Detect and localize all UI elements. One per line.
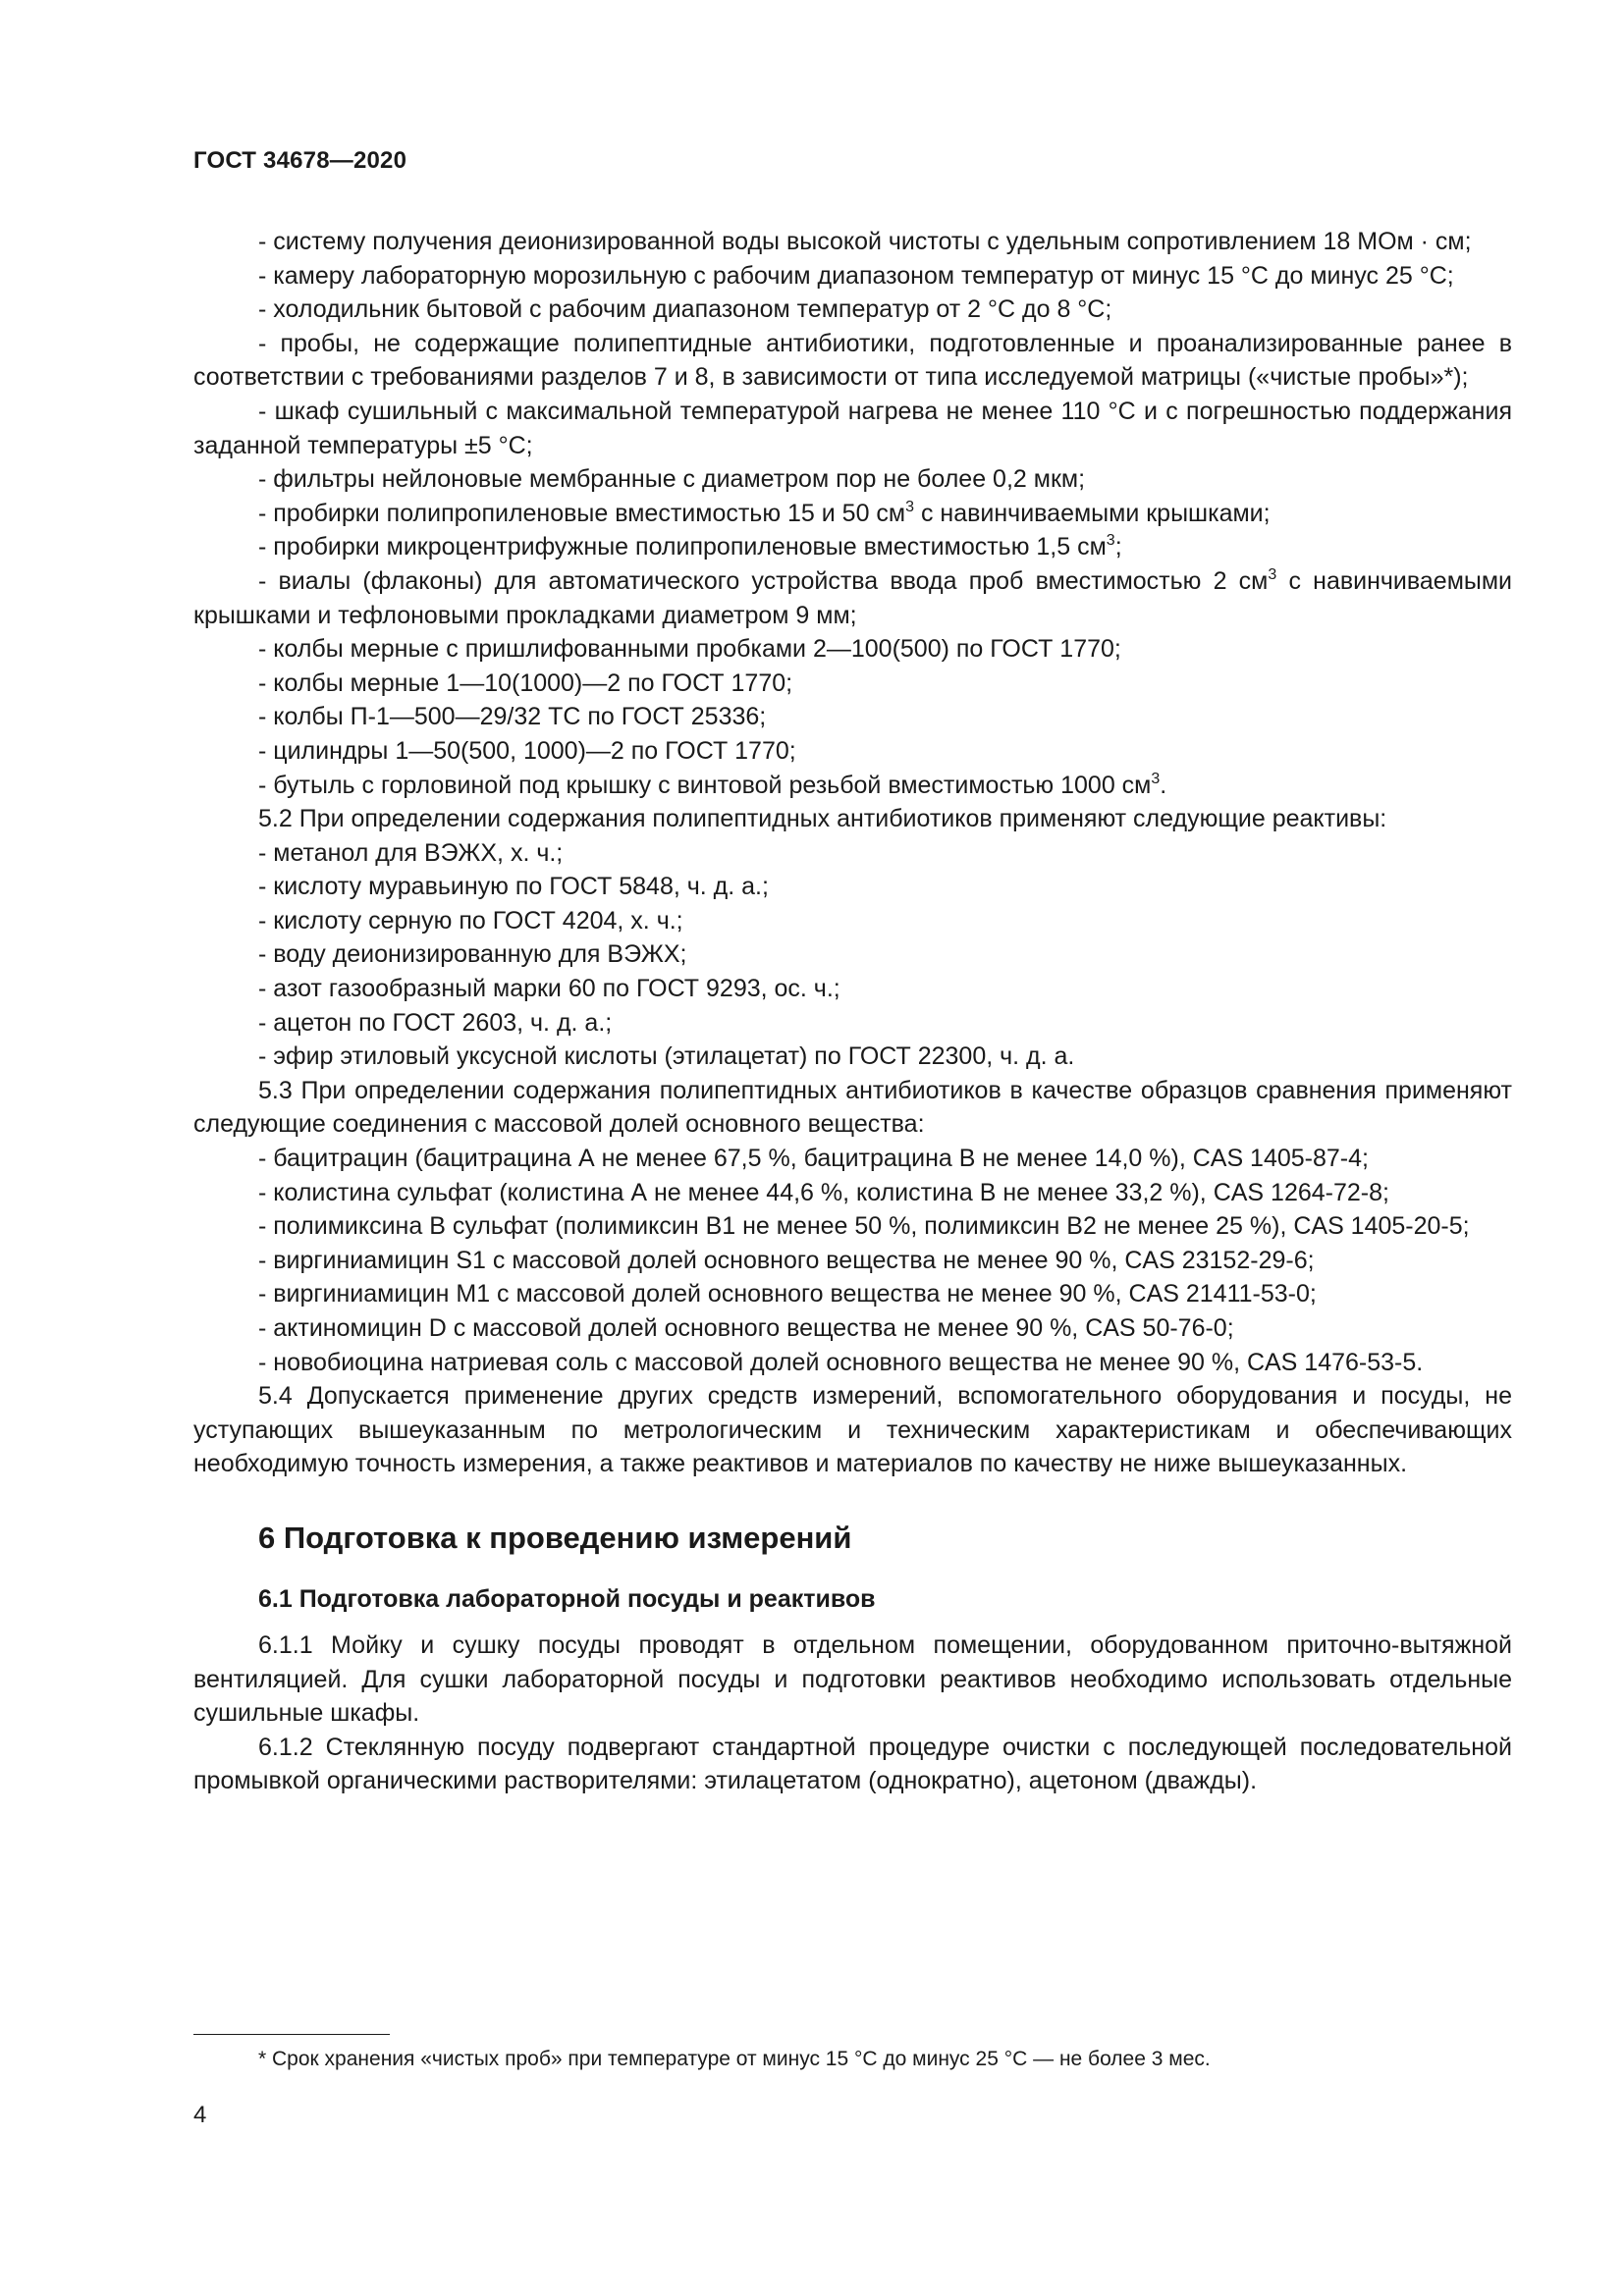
superscript: 3: [1268, 565, 1277, 583]
paragraph: - пробы, не содержащие полипептидные антибиотики, подготовленные и проанализированные ранее в соответствии с требованиями разделов 7 и 8, в зависимости от типа исследуемой матрицы («чистые пробы»*);: [193, 329, 1512, 392]
paragraph: - метанол для ВЭЖХ, х. ч.;: [258, 838, 564, 867]
paragraph: - холодильник бытовой с рабочим диапазоном температур от 2 °С до 8 °С;: [258, 295, 1112, 324]
footnote-divider: [193, 2034, 390, 2035]
page-number: 4: [193, 2102, 207, 2128]
paragraph: [193, 497, 1512, 531]
paragraph: - систему получения деионизированной воды высокой чистоты с удельным сопротивлением 18 МОм · см;: [258, 228, 1472, 255]
superscript: 3: [1151, 770, 1161, 787]
paragraph: - азот газообразный марки 60 по ГОСТ 9293, ос. ч.;: [258, 975, 840, 1003]
document-header-title: ГОСТ 34678—2020: [193, 147, 407, 174]
paragraph: 5.4 Допускается применение других средств измерений, вспомогательного оборудования и посуды, не уступающих вышеуказанным по метрологическим и техническим характеристикам и обеспечивающих необходимую точность измерения, а также реактивов и материалов по качеству не ниже вышеуказанных.: [193, 1382, 1512, 1478]
paragraph: - фильтры нейлоновые мембранные с диаметром пор не более 0,2 мкм;: [258, 465, 1086, 494]
paragraph: - новобиоцина натриевая соль с массовой долей основного вещества не менее 90 %, CAS 1476-53-5.: [258, 1348, 1424, 1376]
paragraph: - актиномицин D с массовой долей основного вещества не менее 90 %, CAS 50-76-0;: [258, 1314, 1234, 1342]
text-run: с навинчиваемыми крышками;: [914, 499, 1271, 527]
paragraph: - полимиксина В сульфат (полимиксин В1 не менее 50 %, полимиксин В2 не менее 25 %), CAS 1405-20-5;: [258, 1212, 1470, 1241]
paragraph: 6.1.1 Мойку и сушку посуды проводят в отдельном помещении, оборудованном приточно-вытяжной вентиляцией. Для сушки лабораторной посуды и подготовки реактивов необходимо использовать отдельные сушильные шкафы.: [193, 1630, 1512, 1728]
paragraph: - виргиниамицин S1 с массовой долей основного вещества не менее 90 %, CAS 23152-29-6;: [258, 1246, 1315, 1274]
section-heading: 6 Подготовка к проведению измерений: [258, 1520, 852, 1555]
paragraph: - кислоту серную по ГОСТ 4204, х. ч.;: [258, 906, 683, 934]
paragraph: - бацитрацин (бацитрацина А не менее 67,5 %, бацитрацина В не менее 14,0 %), CAS 1405-87-4;: [258, 1145, 1369, 1173]
paragraph: [193, 769, 1512, 803]
superscript: 3: [1106, 532, 1115, 550]
paragraph: - ацетон по ГОСТ 2603, ч. д. а.;: [258, 1008, 613, 1037]
subsection-heading: 6.1 Подготовка лабораторной посуды и реактивов: [258, 1584, 876, 1613]
document-body: [193, 225, 1512, 1798]
paragraph: [193, 564, 1512, 632]
text-run: - пробирки микроцентрифужные полипропиленовые вместимостью 1,5 см: [258, 533, 1107, 561]
paragraph: - кислоту муравьиную по ГОСТ 5848, ч. д. а.;: [258, 873, 769, 901]
paragraph: - виргиниамицин M1 с массовой долей основного вещества не менее 90 %, CAS 21411-53-0;: [258, 1280, 1317, 1308]
paragraph: 6.1.2 Стеклянную посуду подвергают стандартной процедуре очистки с последующей последовательной промывкой органическими растворителями: этилацетатом (однократно), ацетоном (дважды).: [193, 1733, 1512, 1795]
footnote: * Срок хранения «чистых проб» при температуре от минус 15 °С до минус 25 °С — не более 3 мес.: [258, 2048, 1211, 2070]
paragraph: [193, 530, 1512, 564]
paragraph: - колистина сульфат (колистина А не менее 44,6 %, колистина В не менее 33,2 %), CAS 1264-72-8;: [258, 1178, 1389, 1206]
paragraph: - камеру лабораторную морозильную с рабочим диапазоном температур от минус 15 °С до минус 25 °С;: [258, 261, 1454, 290]
paragraph: 5.3 При определении содержания полипептидных антибиотиков в качестве образцов сравнения применяют следующие соединения с массовой долей основного вещества:: [193, 1076, 1512, 1139]
text-run: с навинчиваемыми крышками и тефлоновыми прокладками диаметром 9 мм;: [193, 566, 1513, 629]
text-run: - пробирки полипропиленовые вместимостью 15 и 50 см: [258, 499, 906, 527]
paragraph: - колбы мерные 1—10(1000)—2 по ГОСТ 1770;: [258, 668, 793, 697]
text-run: - бутыль с горловиной под крышку с винтовой резьбой вместимостью 1000 см: [258, 771, 1152, 799]
paragraph: - воду деионизированную для ВЭЖХ;: [258, 940, 687, 969]
text-run: .: [1160, 771, 1167, 799]
text-run: ;: [1114, 533, 1122, 561]
paragraph: - цилиндры 1—50(500, 1000)—2 по ГОСТ 1770;: [258, 736, 796, 765]
paragraph: 5.2 При определении содержания полипептидных антибиотиков применяют следующие реактивы:: [258, 805, 1387, 833]
superscript: 3: [905, 498, 915, 515]
text-run: - виалы (флаконы) для автоматического устройства ввода проб вместимостью 2 см: [258, 566, 1269, 595]
paragraph: - шкаф сушильный с максимальной температурой нагрева не менее 110 °С и с погрешностью поддержания заданной температуры ±5 °С;: [193, 397, 1512, 459]
paragraph: - эфир этиловый уксусной кислоты (этилацетат) по ГОСТ 22300, ч. д. а.: [258, 1042, 1075, 1071]
paragraph: - колбы мерные с пришлифованными пробками 2—100(500) по ГОСТ 1770;: [258, 635, 1121, 664]
paragraph: - колбы П-1—500—29/32 ТС по ГОСТ 25336;: [258, 703, 767, 731]
